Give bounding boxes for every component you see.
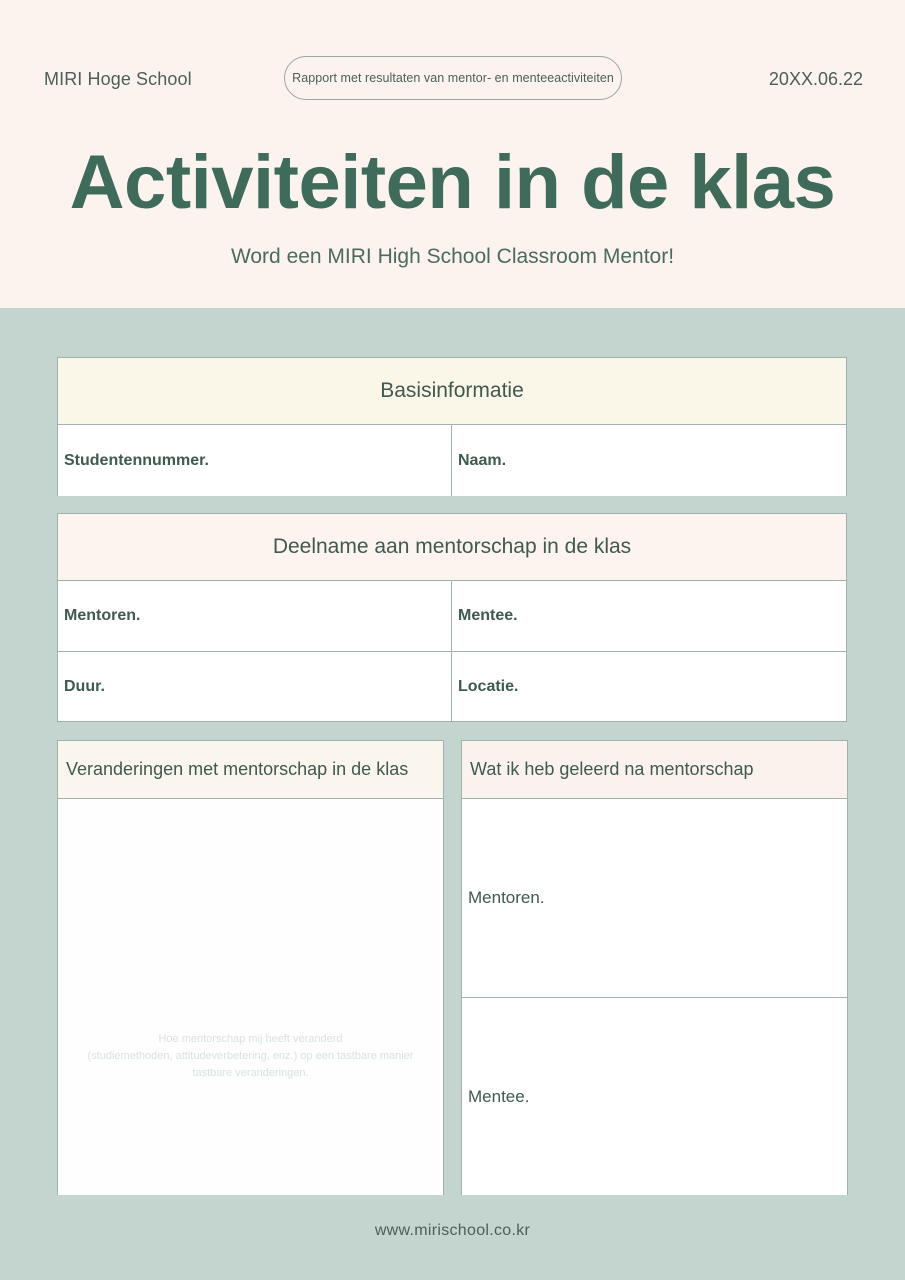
table-row	[58, 651, 846, 721]
panel-heading-veranderingen: Veranderingen met mentorschap in de klas	[58, 741, 443, 799]
page-title: Activiteiten in de klas	[69, 140, 836, 225]
table-row	[58, 581, 846, 651]
placeholder-line-2: (studiemethoden, attitudeverbetering, enz.) op een tastbare manier	[87, 1050, 414, 1062]
report-type-pill	[284, 56, 622, 100]
field-studentennummer[interactable]: Studentennummer.	[58, 425, 452, 496]
panel-veranderingen-placeholder	[58, 1031, 443, 1082]
report-type-label: Rapport met resultaten van mentor- en menteeactiviteiten	[292, 71, 614, 85]
field-naam[interactable]: Naam.	[452, 425, 846, 496]
field-duur[interactable]: Duur.	[58, 652, 452, 721]
field-mentoren[interactable]: Mentoren.	[58, 581, 452, 651]
field-locatie[interactable]: Locatie.	[452, 652, 846, 721]
school-name: MIRI Hoge School	[44, 69, 192, 89]
footer-website: www.mirischool.co.kr	[374, 1222, 531, 1239]
panel-veranderingen	[57, 740, 444, 1195]
report-date: 20XX.06.22	[768, 69, 863, 89]
page-subtitle: Word een MIRI High School Classroom Mentor!	[230, 245, 675, 268]
field-mentee[interactable]: Mentee.	[452, 581, 846, 651]
header-band	[0, 0, 905, 308]
section-deelname-mentorschap	[57, 513, 847, 722]
panel-veranderingen-textarea[interactable]	[58, 799, 443, 1195]
field-geleerd-mentoren[interactable]: Mentoren.	[462, 799, 847, 997]
panel-wat-ik-heb-geleerd	[461, 740, 848, 1195]
section-heading-basisinformatie: Basisinformatie	[58, 358, 846, 425]
panel-heading-geleerd: Wat ik heb geleerd na mentorschap	[462, 741, 847, 799]
section-basisinformatie	[57, 357, 847, 496]
table-row	[58, 425, 846, 496]
header-top-row	[0, 58, 905, 100]
section-heading-deelname: Deelname aan mentorschap in de klas	[58, 514, 846, 581]
placeholder-line-1: Hoe mentorschap mij heeft veranderd	[158, 1033, 343, 1045]
placeholder-line-3: tastbare veranderingen.	[192, 1067, 309, 1079]
field-geleerd-mentee[interactable]: Mentee.	[462, 997, 847, 1195]
